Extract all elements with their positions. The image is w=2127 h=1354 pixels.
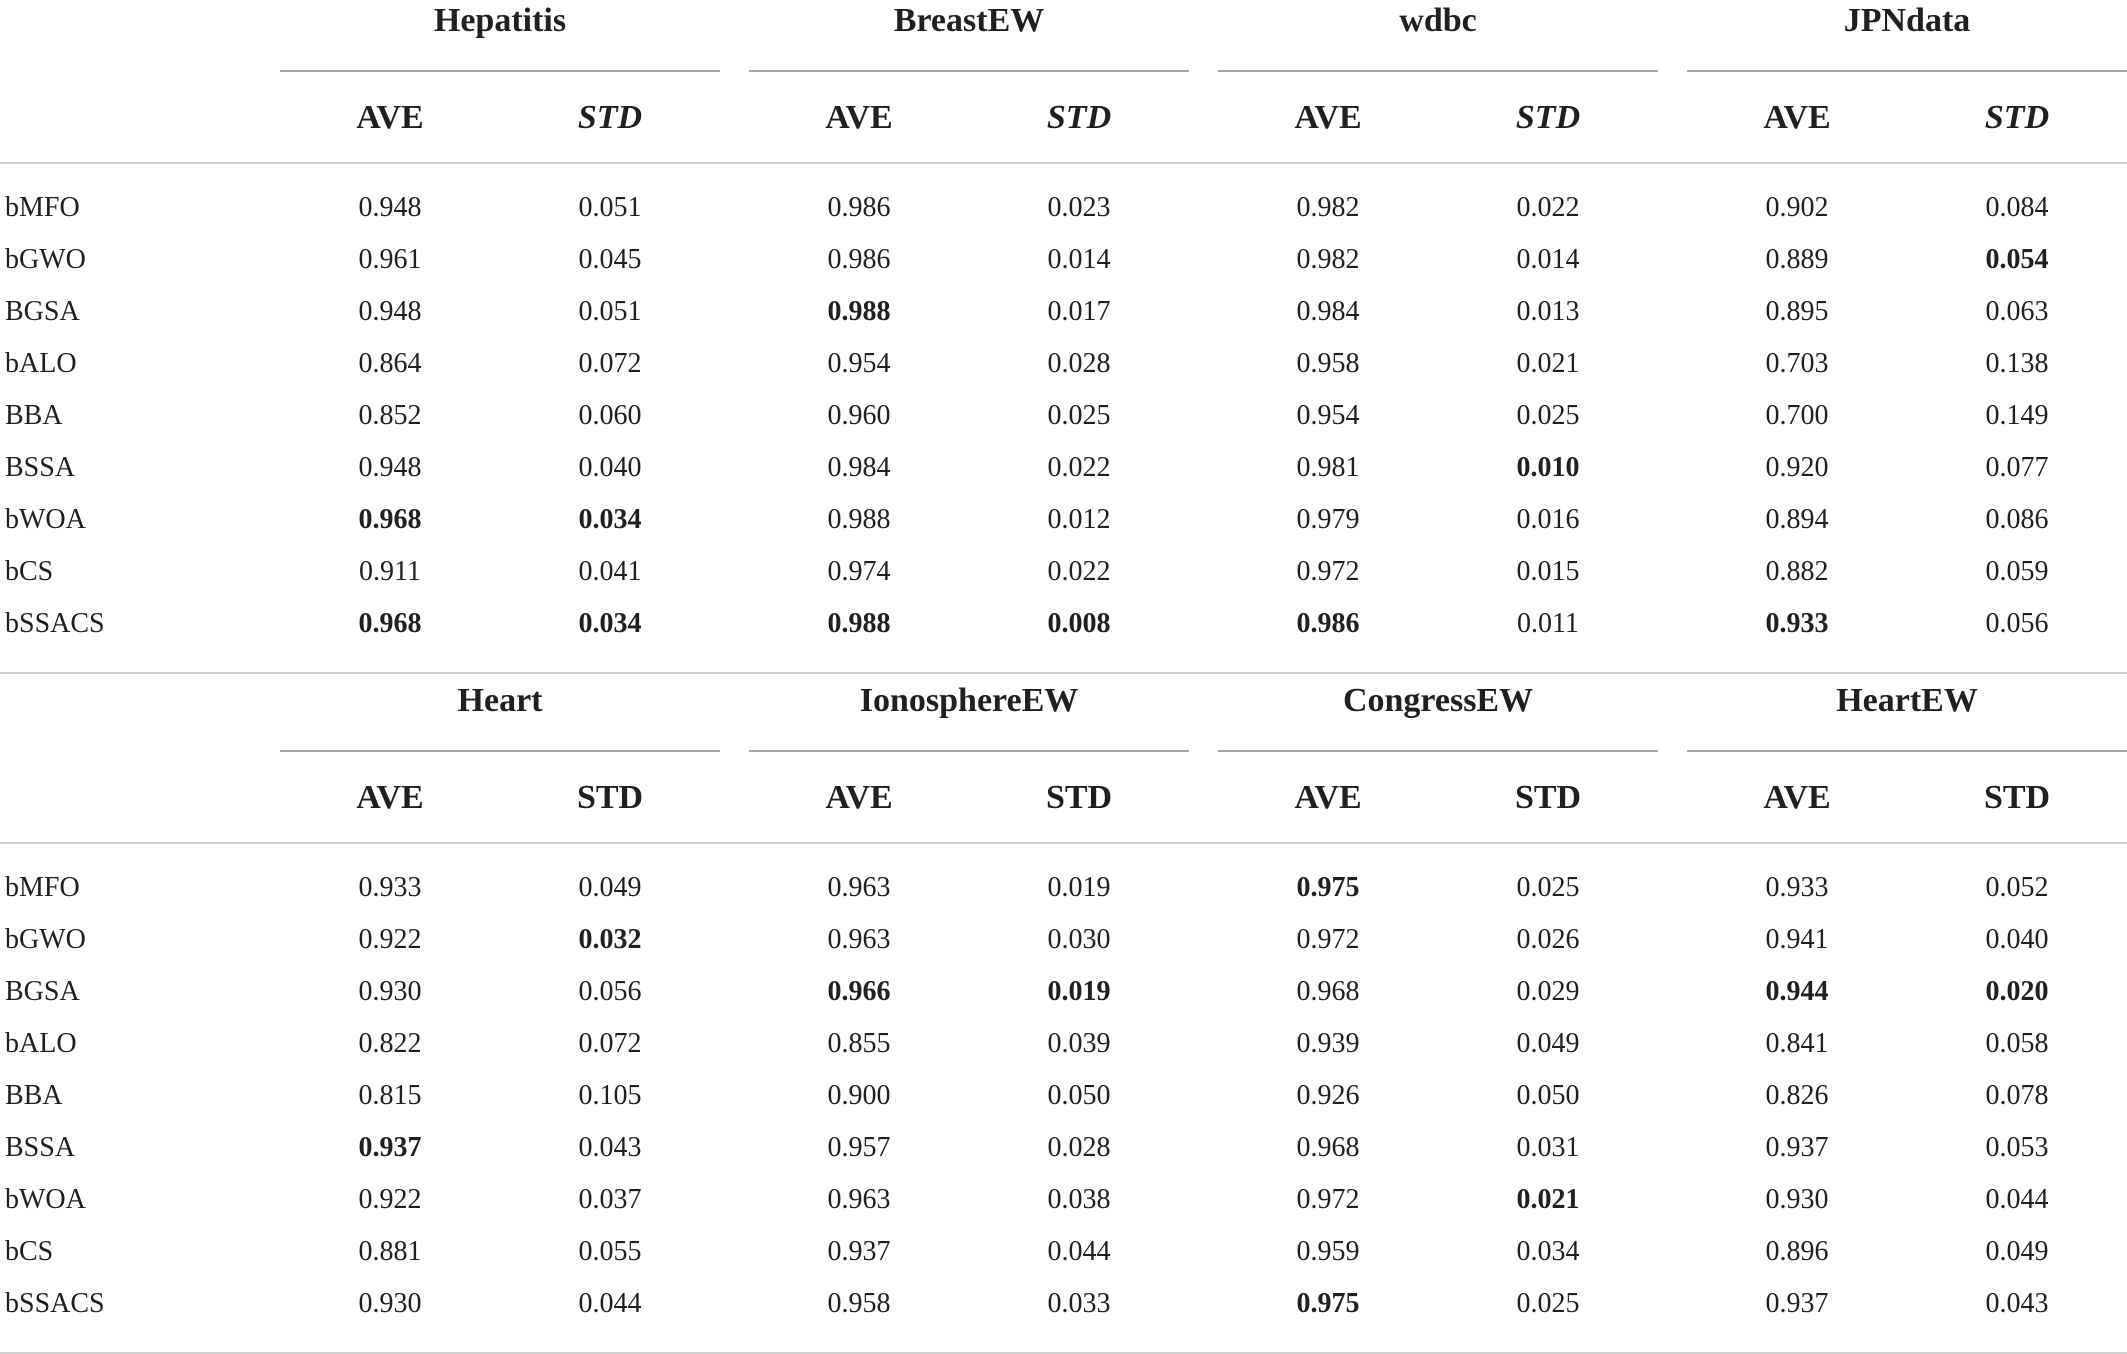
ave-value: 0.900	[827, 1080, 891, 1111]
std-header: STD	[969, 751, 1189, 843]
table-row	[0, 843, 2127, 914]
ave-value: 0.852	[358, 400, 422, 431]
column-gap	[720, 71, 749, 163]
ave-header: AVE	[280, 751, 500, 843]
column-gap	[720, 914, 749, 966]
std-value: 0.038	[1047, 1184, 1111, 1215]
ave-value: 0.963	[827, 872, 891, 903]
ave-value: 0.703	[1765, 348, 1829, 379]
std-value: 0.149	[1985, 400, 2049, 431]
ave-value: 0.954	[827, 348, 891, 379]
std-value: 0.058	[1985, 1028, 2049, 1059]
column-gap	[1658, 163, 1687, 234]
ave-value: 0.981	[1296, 452, 1360, 483]
column-gap	[720, 286, 749, 338]
ave-value: 0.944	[1765, 976, 1829, 1007]
ave-value: 0.958	[1296, 348, 1360, 379]
std-value: 0.020	[1985, 976, 2049, 1007]
std-value: 0.053	[1985, 1132, 2049, 1163]
std-value: 0.056	[1907, 598, 2127, 673]
std-value: 0.044	[500, 1278, 720, 1353]
column-gap	[1189, 286, 1218, 338]
std-value: 0.045	[578, 244, 642, 275]
table-row	[0, 966, 2127, 1018]
std-value: 0.029	[1516, 976, 1580, 1007]
column-gap	[1658, 442, 1687, 494]
std-value: 0.050	[1516, 1080, 1580, 1111]
ave-value: 0.822	[358, 1028, 422, 1059]
ave-value: 0.889	[1765, 244, 1829, 275]
column-gap	[1189, 1122, 1218, 1174]
std-value: 0.022	[1047, 556, 1111, 587]
ave-value: 0.922	[358, 1184, 422, 1215]
table-row	[0, 442, 2127, 494]
std-value: 0.015	[1516, 556, 1580, 587]
table-row	[0, 914, 2127, 966]
std-value: 0.051	[578, 192, 642, 223]
std-value: 0.084	[1985, 192, 2049, 223]
std-value: 0.031	[1516, 1132, 1580, 1163]
ave-header: AVE	[749, 71, 969, 163]
column-gap	[1658, 966, 1687, 1018]
ave-value: 0.975	[1218, 1278, 1438, 1353]
ave-value: 0.933	[358, 872, 422, 903]
column-gap	[1658, 546, 1687, 598]
std-value: 0.014	[1516, 244, 1580, 275]
table-row	[0, 390, 2127, 442]
std-value: 0.025	[1047, 400, 1111, 431]
std-header: STD	[1438, 751, 1658, 843]
ave-value: 0.937	[358, 1132, 422, 1163]
std-value: 0.025	[1516, 872, 1580, 903]
column-gap	[720, 1018, 749, 1070]
ave-value: 0.894	[1765, 504, 1829, 535]
std-value: 0.023	[1047, 192, 1111, 223]
column-gap	[1189, 914, 1218, 966]
table-row	[0, 1174, 2127, 1226]
ave-value: 0.855	[827, 1028, 891, 1059]
table-row	[0, 1226, 2127, 1278]
algorithm-label: bGWO	[5, 924, 86, 955]
std-value: 0.022	[1516, 192, 1580, 223]
column-gap	[720, 234, 749, 286]
table-row	[0, 1018, 2127, 1070]
algorithm-label: bSSACS	[0, 598, 280, 673]
dataset-header: JPNdata	[1687, 0, 2127, 71]
column-gap	[720, 1174, 749, 1226]
column-gap	[1658, 234, 1687, 286]
table-row	[0, 546, 2127, 598]
column-gap	[1189, 843, 1218, 914]
table-block-1	[0, 0, 2050, 674]
column-gap	[1658, 0, 1687, 71]
column-gap	[720, 966, 749, 1018]
column-gap	[1658, 1278, 1687, 1353]
std-value: 0.022	[1047, 452, 1111, 483]
ave-value: 0.974	[827, 556, 891, 587]
std-value: 0.012	[1047, 504, 1111, 535]
ave-value: 0.911	[359, 556, 421, 587]
dataset-header: IonosphereEW	[749, 680, 1189, 751]
std-value: 0.032	[578, 924, 642, 955]
std-value: 0.014	[1047, 244, 1111, 275]
ave-header: AVE	[280, 71, 500, 163]
ave-value: 0.986	[1218, 598, 1438, 673]
ave-value: 0.968	[280, 598, 500, 673]
std-value: 0.028	[1047, 348, 1111, 379]
column-gap	[1189, 680, 1218, 751]
ave-value: 0.939	[1296, 1028, 1360, 1059]
column-gap	[1189, 1278, 1218, 1353]
column-gap	[1189, 546, 1218, 598]
std-value: 0.040	[1985, 924, 2049, 955]
column-gap	[1189, 71, 1218, 163]
ave-value: 0.963	[827, 1184, 891, 1215]
column-gap	[1658, 338, 1687, 390]
std-value: 0.051	[578, 296, 642, 327]
results-table	[0, 0, 2127, 674]
std-value: 0.056	[578, 976, 642, 1007]
table-row	[0, 494, 2127, 546]
std-header: STD	[969, 71, 1189, 163]
ave-value: 0.958	[749, 1278, 969, 1353]
algorithm-label: bALO	[5, 1028, 77, 1059]
dataset-header: HeartEW	[1687, 680, 2127, 751]
column-gap	[1189, 442, 1218, 494]
column-gap	[1189, 338, 1218, 390]
ave-value: 0.975	[1296, 872, 1360, 903]
ave-value: 0.948	[358, 296, 422, 327]
column-gap	[1658, 843, 1687, 914]
std-value: 0.016	[1516, 504, 1580, 535]
column-gap	[720, 680, 749, 751]
std-value: 0.034	[500, 598, 720, 673]
dataset-header: Hepatitis	[280, 0, 720, 71]
corner-cell	[0, 680, 280, 751]
algorithm-label: bWOA	[5, 1184, 86, 1215]
column-gap	[1189, 598, 1218, 673]
algorithm-label: bMFO	[5, 872, 80, 903]
table-row	[0, 1122, 2127, 1174]
std-value: 0.019	[1047, 872, 1111, 903]
std-value: 0.033	[969, 1278, 1189, 1353]
std-value: 0.138	[1985, 348, 2049, 379]
std-value: 0.040	[578, 452, 642, 483]
ave-value: 0.979	[1296, 504, 1360, 535]
column-gap	[720, 163, 749, 234]
algorithm-label: BSSA	[5, 1132, 76, 1163]
ave-value: 0.968	[1296, 1132, 1360, 1163]
ave-value: 0.948	[358, 452, 422, 483]
algorithm-label: bSSACS	[0, 1278, 280, 1353]
ave-value: 0.963	[827, 924, 891, 955]
std-value: 0.008	[969, 598, 1189, 673]
std-value: 0.041	[578, 556, 642, 587]
std-value: 0.086	[1985, 504, 2049, 535]
std-value: 0.025	[1438, 1278, 1658, 1353]
table-row	[0, 286, 2127, 338]
std-value: 0.011	[1438, 598, 1658, 673]
corner-cell	[0, 71, 280, 163]
ave-value: 0.937	[827, 1236, 891, 1267]
std-value: 0.060	[578, 400, 642, 431]
column-gap	[1189, 1070, 1218, 1122]
std-value: 0.021	[1516, 1184, 1580, 1215]
column-gap	[720, 1278, 749, 1353]
ave-value: 0.930	[358, 976, 422, 1007]
std-value: 0.017	[1047, 296, 1111, 327]
algorithm-label: bGWO	[5, 244, 86, 275]
ave-value: 0.972	[1296, 924, 1360, 955]
ave-value: 0.895	[1765, 296, 1829, 327]
std-value: 0.019	[1047, 976, 1111, 1007]
std-header: STD	[1907, 751, 2127, 843]
column-gap	[1658, 680, 1687, 751]
column-gap	[1658, 914, 1687, 966]
std-value: 0.105	[578, 1080, 642, 1111]
column-gap	[720, 751, 749, 843]
ave-value: 0.937	[1765, 1132, 1829, 1163]
column-gap	[1189, 966, 1218, 1018]
column-gap	[1658, 1174, 1687, 1226]
ave-value: 0.882	[1765, 556, 1829, 587]
ave-value: 0.982	[1296, 192, 1360, 223]
ave-value: 0.972	[1296, 1184, 1360, 1215]
std-value: 0.039	[1047, 1028, 1111, 1059]
algorithm-label: BGSA	[5, 976, 80, 1007]
std-value: 0.049	[1516, 1028, 1580, 1059]
column-gap	[1189, 1174, 1218, 1226]
column-gap	[720, 390, 749, 442]
column-gap	[720, 1122, 749, 1174]
std-value: 0.034	[1516, 1236, 1580, 1267]
column-gap	[1658, 1226, 1687, 1278]
algorithm-label: BGSA	[5, 296, 80, 327]
std-header: STD	[500, 71, 720, 163]
std-value: 0.028	[1047, 1132, 1111, 1163]
table-block-2	[0, 680, 2051, 1354]
table-row	[0, 338, 2127, 390]
ave-value: 0.972	[1296, 556, 1360, 587]
column-gap	[1189, 1226, 1218, 1278]
table-row	[0, 1070, 2127, 1122]
std-header: STD	[1438, 71, 1658, 163]
ave-value: 0.826	[1765, 1080, 1829, 1111]
std-value: 0.072	[578, 1028, 642, 1059]
std-value: 0.050	[1047, 1080, 1111, 1111]
column-gap	[1658, 390, 1687, 442]
std-value: 0.021	[1516, 348, 1580, 379]
std-value: 0.078	[1985, 1080, 2049, 1111]
std-value: 0.059	[1985, 556, 2049, 587]
std-value: 0.026	[1516, 924, 1580, 955]
column-gap	[1658, 494, 1687, 546]
std-value: 0.052	[1985, 872, 2049, 903]
ave-value: 0.988	[749, 598, 969, 673]
ave-header: AVE	[1687, 751, 1907, 843]
ave-value: 0.933	[1687, 598, 1907, 673]
algorithm-label: BBA	[5, 400, 63, 431]
std-value: 0.043	[578, 1132, 642, 1163]
ave-header: AVE	[749, 751, 969, 843]
column-gap	[1189, 494, 1218, 546]
dataset-header: BreastEW	[749, 0, 1189, 71]
ave-value: 0.961	[358, 244, 422, 275]
ave-value: 0.966	[827, 976, 891, 1007]
ave-value: 0.902	[1765, 192, 1829, 223]
column-gap	[720, 843, 749, 914]
dataset-header: CongressEW	[1218, 680, 1658, 751]
column-gap	[1189, 0, 1218, 71]
column-gap	[1658, 1070, 1687, 1122]
ave-value: 0.984	[1296, 296, 1360, 327]
std-value: 0.013	[1516, 296, 1580, 327]
ave-value: 0.959	[1296, 1236, 1360, 1267]
ave-value: 0.986	[827, 244, 891, 275]
ave-header: AVE	[1218, 751, 1438, 843]
ave-value: 0.937	[1687, 1278, 1907, 1353]
ave-value: 0.700	[1765, 400, 1829, 431]
dataset-header: Heart	[280, 680, 720, 751]
std-value: 0.054	[1985, 244, 2049, 275]
column-gap	[720, 494, 749, 546]
std-value: 0.063	[1985, 296, 2049, 327]
ave-header: AVE	[1218, 71, 1438, 163]
column-gap	[1658, 71, 1687, 163]
std-value: 0.034	[578, 504, 642, 535]
algorithm-label: bCS	[5, 556, 54, 587]
ave-value: 0.968	[1296, 976, 1360, 1007]
ave-value: 0.930	[1765, 1184, 1829, 1215]
std-value: 0.072	[578, 348, 642, 379]
algorithm-label: bCS	[5, 1236, 54, 1267]
column-gap	[1189, 390, 1218, 442]
std-value: 0.055	[578, 1236, 642, 1267]
algorithm-label: bALO	[5, 348, 77, 379]
ave-value: 0.815	[358, 1080, 422, 1111]
column-gap	[720, 0, 749, 71]
column-gap	[1658, 286, 1687, 338]
corner-cell	[0, 751, 280, 843]
algorithm-label: bMFO	[5, 192, 80, 223]
ave-value: 0.982	[1296, 244, 1360, 275]
std-value: 0.044	[1985, 1184, 2049, 1215]
ave-value: 0.984	[827, 452, 891, 483]
ave-value: 0.957	[827, 1132, 891, 1163]
ave-value: 0.986	[827, 192, 891, 223]
column-gap	[720, 546, 749, 598]
column-gap	[1658, 598, 1687, 673]
results-table	[0, 680, 2127, 1354]
column-gap	[720, 598, 749, 673]
ave-value: 0.926	[1296, 1080, 1360, 1111]
std-value: 0.010	[1516, 452, 1580, 483]
column-gap	[1189, 751, 1218, 843]
column-gap	[1658, 751, 1687, 843]
table-row	[0, 234, 2127, 286]
algorithm-label: bWOA	[5, 504, 86, 535]
corner-cell	[0, 0, 280, 71]
std-value: 0.025	[1516, 400, 1580, 431]
column-gap	[1189, 163, 1218, 234]
ave-value: 0.920	[1765, 452, 1829, 483]
std-header: STD	[500, 751, 720, 843]
std-value: 0.043	[1907, 1278, 2127, 1353]
std-value: 0.037	[578, 1184, 642, 1215]
column-gap	[1658, 1018, 1687, 1070]
std-value: 0.049	[578, 872, 642, 903]
dataset-header: wdbc	[1218, 0, 1658, 71]
ave-value: 0.922	[358, 924, 422, 955]
ave-value: 0.881	[358, 1236, 422, 1267]
ave-value: 0.988	[827, 504, 891, 535]
ave-value: 0.988	[827, 296, 891, 327]
column-gap	[1658, 1122, 1687, 1174]
ave-header: AVE	[1687, 71, 1907, 163]
ave-value: 0.933	[1765, 872, 1829, 903]
std-value: 0.030	[1047, 924, 1111, 955]
ave-value: 0.864	[358, 348, 422, 379]
ave-value: 0.960	[827, 400, 891, 431]
table-row	[0, 163, 2127, 234]
std-value: 0.049	[1985, 1236, 2049, 1267]
algorithm-label: BBA	[5, 1080, 63, 1111]
std-value: 0.077	[1985, 452, 2049, 483]
table-row	[0, 598, 2127, 673]
column-gap	[720, 442, 749, 494]
ave-value: 0.941	[1765, 924, 1829, 955]
table-row	[0, 1278, 2127, 1353]
column-gap	[720, 338, 749, 390]
algorithm-label: BSSA	[5, 452, 76, 483]
column-gap	[720, 1070, 749, 1122]
ave-value: 0.896	[1765, 1236, 1829, 1267]
ave-value: 0.968	[358, 504, 422, 535]
std-header: STD	[1907, 71, 2127, 163]
column-gap	[1189, 234, 1218, 286]
std-value: 0.044	[1047, 1236, 1111, 1267]
column-gap	[1189, 1018, 1218, 1070]
column-gap	[720, 1226, 749, 1278]
ave-value: 0.948	[358, 192, 422, 223]
ave-value: 0.841	[1765, 1028, 1829, 1059]
ave-value: 0.930	[280, 1278, 500, 1353]
ave-value: 0.954	[1296, 400, 1360, 431]
